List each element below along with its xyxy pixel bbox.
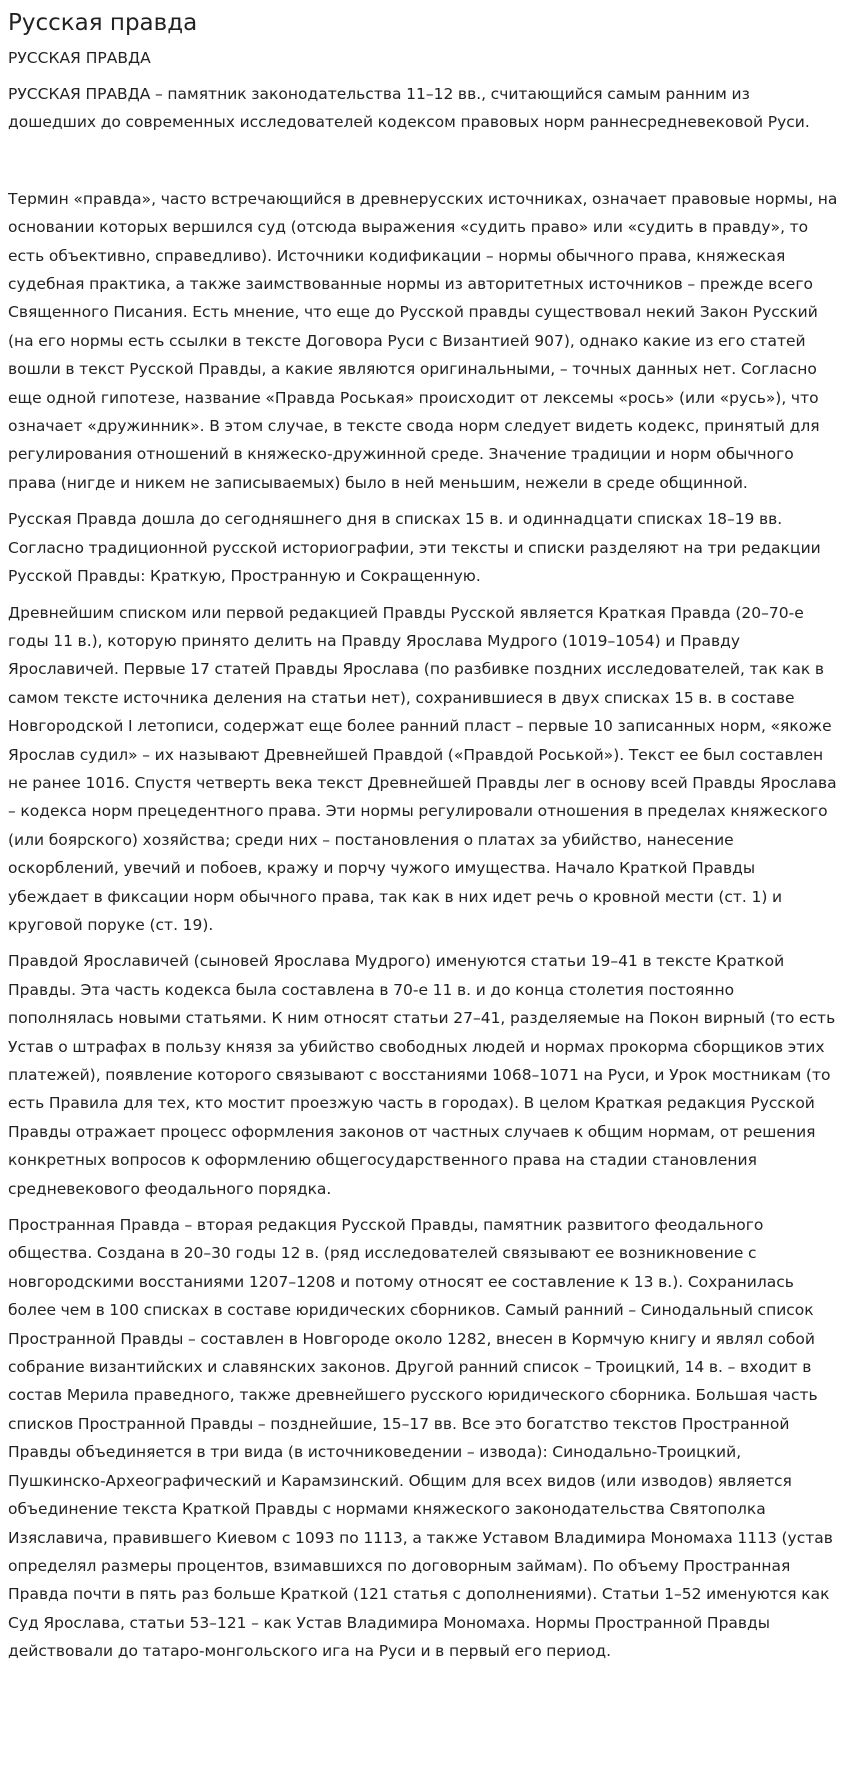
page-title: Русская правда (8, 10, 198, 36)
paragraph-short-pravda: Древнейшим списком или первой редакцией Правды Русской является Краткая Правда (20–70-е годы 11 в.), которую принято делить на Правду Ярослава Мудрого (1019–1054) и Правду Ярославичей. Первые 17 статей Правды Ярослава (по разбивке поздних исследователей, так как в самом тексте источника деления на статьи нет), сохранившиеся в двух списках 15 в. в составе Новгородской I летописи, содержат еще более ранний пласт – первые 10 записанных норм, «якоже Ярослав судил» – их называют Древнейшей Правдой («Правдой Роськой»). Текст ее был составлен не ранее 1016. Спустя четверть века текст Древнейшей Правды лег в основу всей Правды Ярослава – кодекса норм прецедентного права. Эти нормы регулировали отношения в пределах княжеского (или боярского) хозяйства; среди них – постановления о платах за убийство, нанесение оскорблений, увечий и побоев, кражу и порчу чужого имущества. Начало Краткой Правды убеждает в фиксации норм обычного права, так как в них идет речь о кровной мести (ст. 1) и круговой поруке (ст. 19). (8, 603, 837, 934)
paragraph-extended-pravda: Пространная Правда – вторая редакция Русской Правды, памятник развитого феодального общества. Создана в 20–30 годы 12 в. (ряд исследователей связывают ее возникновение с новгородскими восстаниями 1207–1208 и потому относят ее составление к 13 в.). Сохранилась более чем в 100 списках в составе юридических сборников. Самый ранний – Синодальный список Пространной Правды – составлен в Новгороде около 1282, внесен в Кормчую книгу и являл собой собрание византийских и славянских законов. Другой ранний список – Троицкий, 14 в. – входит в состав Мерила праведного, также древнейшего русского юридического сборника. Большая часть списков Пространной Правды – позднейшие, 15–17 вв. Все это богатство текстов Пространной Правды объединяется в три вида (в источниковедении – извода): Синодально-Троицкий, Пушкинско-Археографический и Карамзинский. Общим для всех видов (или изводов) является объединение текста Краткой Правды с нормами княжеского законодательства Святополка Изяславича, правившего Киевом с 1093 по 1113, а также Уставом Владимира Мономаха 1113 (устав определял размеры процентов, взимавшихся по договорным займам). По объему Пространная Правда почти в пять раз больше Краткой (121 статья с дополнениями). Статьи 1–52 именуются как Суд Ярослава, статьи 53–121 – как Устав Владимира Мономаха. Нормы Пространной Правды действовали до татаро-монгольского ига на Руси и в первый его период. (8, 1216, 833, 1661)
paragraph-term: Термин «правда», часто встречающийся в древнерусских источниках, означает правовые нормы, на основании которых вершился суд (отсюда выражения «судить право» или «судить в правду», то есть объективно, справедливо). Источники кодификации – нормы обычного права, княжеская судебная практика, а также заимствованные нормы из авторитетных источников – прежде всего Священного Писания. Есть мнение, что еще до Русской правды существовал некий Закон Русский (на его нормы есть ссылки в тексте Договора Руси с Византией 907), однако какие из его статей вошли в текст Русской Правды, а какие являются оригинальными, – точных данных нет. Согласно еще одной гипотезе, название «Правда Роськая» происходит от лексемы «рось» (или «русь»), что означает «дружинник». В этом случае, в тексте свода норм следует видеть кодекс, принятый для регулирования отношений в княжеско-дружинной среде. Значение традиции и норм обычного права (нигде и никем не записываемых) было в ней меньшим, нежели в среде общинной. (8, 189, 838, 492)
article-subtitle: РУССКАЯ ПРАВДА (8, 49, 151, 67)
paragraph-redactions: Русская Правда дошла до сегодняшнего дня в списках 15 в. и одиннадцати списках 18–19 вв. Согласно традиционной русской историографии, эти тексты и списки разделяют на три редакции Русской Правды: Краткую, Пространную и Сокращенную. (8, 510, 821, 586)
paragraph-intro: РУССКАЯ ПРАВДА – памятник законодательства 11–12 вв., считающийся самым ранним из дошедших до современных исследователей кодексом правовых норм раннесредневековой Руси. (8, 85, 810, 132)
paragraph-yaroslavichi: Правдой Ярославичей (сыновей Ярослава Мудрого) именуются статьи 19–41 в тексте Краткой Правды. Эта часть кодекса была составлена в 70-е 11 в. и до конца столетия постоянно пополнялась новыми статьями. К ним относят статьи 27–41, разделяемые на Покон вирный (то есть Устав о штрафах в пользу князя за убийство свободных людей и нормах прокорма сборщиков этих платежей), появление которого связывают с восстаниями 1068–1071 на Руси, и Урок мостникам (то есть Правила для тех, кто мостит проезжую часть в городах). В целом Краткая редакция Русской Правды отражает процесс оформления законов от частных случаев к общим нормам, от решения конкретных вопросов к оформлению общегосударственного права на стадии становления средневекового феодального порядка. (8, 952, 836, 1198)
